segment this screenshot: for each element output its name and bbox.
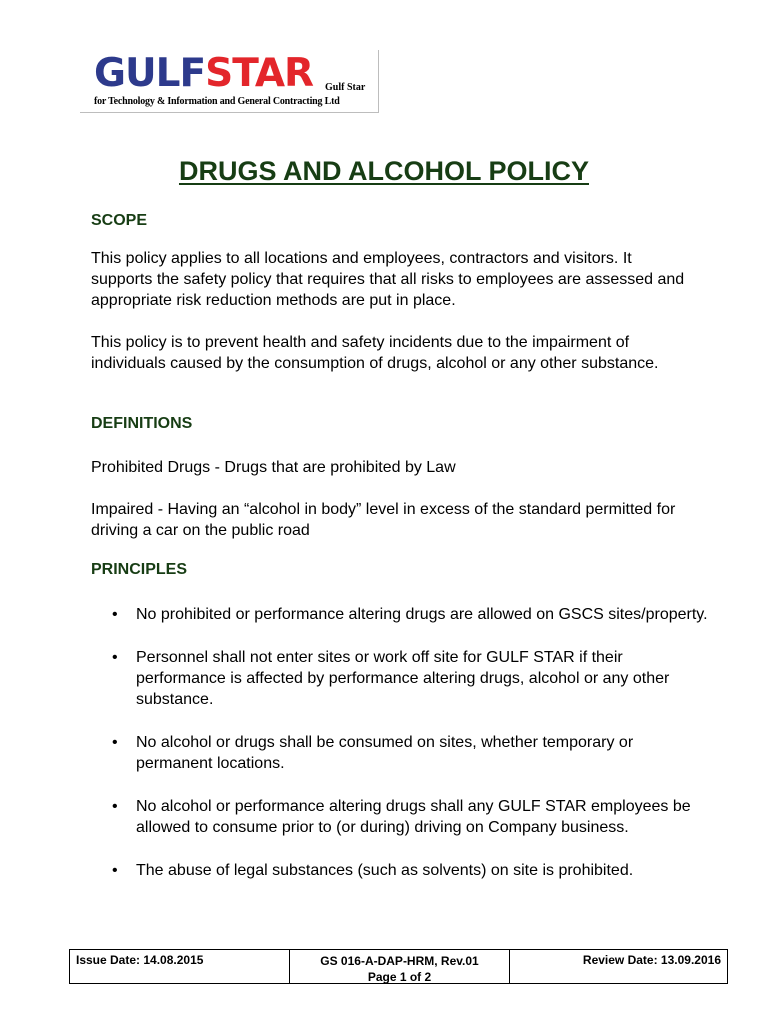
- list-item: • Personnel shall not enter sites or work off site for GULF STAR if their performance is affected by performance altering drugs, alcohol or any other substance.: [91, 647, 711, 710]
- principles-list: [91, 604, 711, 903]
- list-item: • No alcohol or performance altering drugs shall any GULF STAR employees be allowed to consume prior to (or during) driving on Company business.: [91, 796, 711, 838]
- scope-paragraph-2: This policy is to prevent health and safety incidents due to the impairment of individuals caused by the consumption of drugs, alcohol or any other substance.: [91, 334, 659, 372]
- definition-impaired: Impaired - Having an “alcohol in body” level in excess of the standard permitted for driving a car on the public road: [91, 501, 676, 539]
- scope-heading: SCOPE: [91, 212, 148, 229]
- logo-small-text: Gulf Star: [325, 82, 366, 93]
- company-logo: [80, 50, 379, 113]
- logo-star-text: STAR: [205, 51, 314, 96]
- page-number: Page 1 of 2: [367, 970, 432, 984]
- document-title: DRUGS AND ALCOHOL POLICY: [178, 156, 589, 186]
- review-date: Review Date: 13.09.2016: [582, 953, 721, 967]
- issue-date: Issue Date: 14.08.2015: [70, 950, 290, 983]
- list-item: • No prohibited or performance altering drugs are allowed on GSCS sites/property.: [91, 604, 711, 625]
- scope-paragraph-1: This policy applies to all locations and employees, contractors and visitors. It supports the safety policy that requires that all risks to employees are assessed and appropriate risk reduction methods are put in place.: [91, 250, 685, 309]
- logo-wordmark: [94, 52, 313, 96]
- document-code: GS 016-A-DAP-HRM, Rev.01: [320, 954, 479, 968]
- document-footer: [69, 949, 728, 984]
- definition-prohibited-drugs: Prohibited Drugs - Drugs that are prohibited by Law: [91, 459, 456, 476]
- logo-tagline: for Technology & Information and General Contracting Ltd: [94, 96, 340, 107]
- logo-gulf-text: GULF: [94, 51, 206, 96]
- document-code-cell: [290, 950, 510, 983]
- list-item: • No alcohol or drugs shall be consumed on sites, whether temporary or permanent locations.: [91, 732, 711, 774]
- principles-heading: PRINCIPLES: [91, 561, 188, 578]
- definitions-heading: DEFINITIONS: [91, 415, 193, 432]
- list-item: • The abuse of legal substances (such as solvents) on site is prohibited.: [91, 860, 711, 881]
